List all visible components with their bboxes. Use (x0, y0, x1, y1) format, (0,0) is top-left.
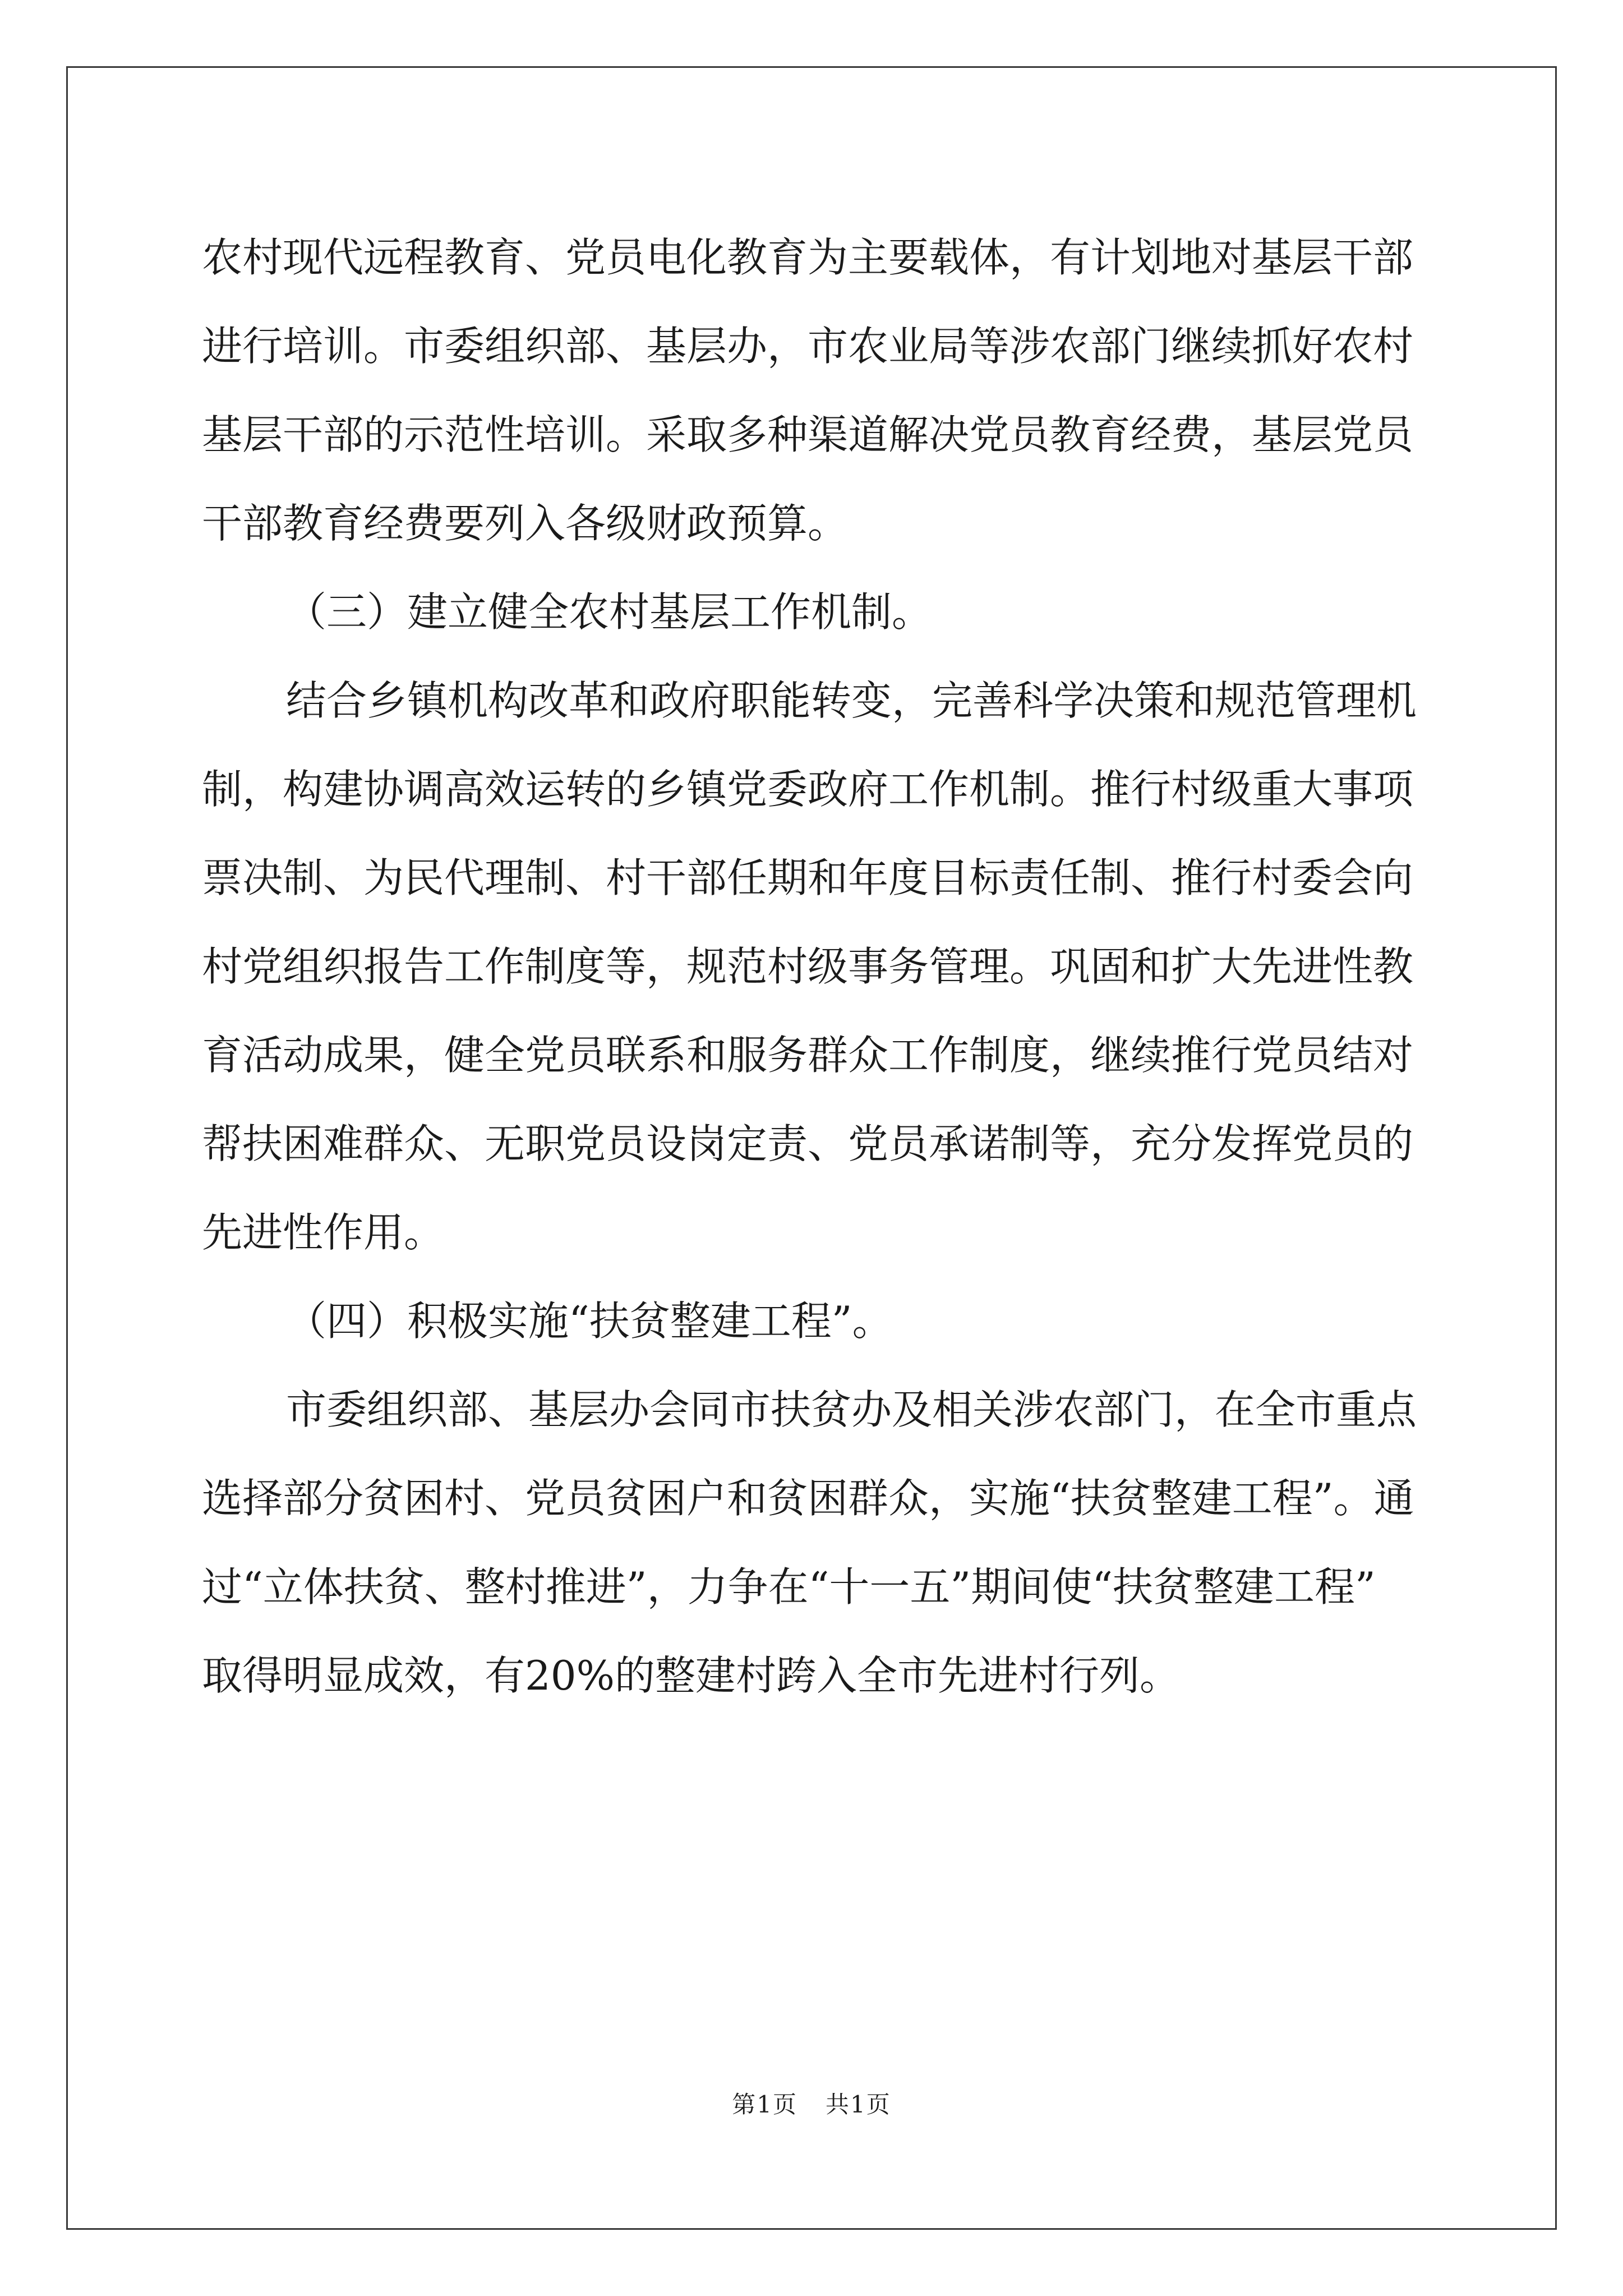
text-line: 票决制、为民代理制、村干部任期和年度目标责任制、推行村委会向 (202, 854, 1414, 901)
text-line: 基层干部的示范性培训。采取多种渠道解决党员教育经费，基层党员 (202, 411, 1414, 458)
page-footer (0, 2088, 1623, 2122)
text-line: 先进性作用。 (202, 1209, 445, 1256)
page-total: 共1页 (826, 2091, 891, 2118)
text-line: 制，构建协调高效运转的乡镇党委政府工作机制。推行村级重大事项 (202, 766, 1414, 813)
section-heading: （三）建立健全农村基层工作机制。 (286, 588, 933, 636)
document-body (202, 213, 1424, 1720)
text-line: 结合乡镇机构改革和政府职能转变，完善科学决策和规范管理机 (286, 677, 1417, 724)
text-line: 村党组织报告工作制度等，规范村级事务管理。巩固和扩大先进性教 (202, 943, 1414, 990)
text-line: 选择部分贫困村、党员贫困户和贫困群众，实施“扶贫整建工程”。通 (202, 1475, 1414, 1522)
text-line: 进行培训。市委组织部、基层办，市农业局等涉农部门继续抓好农村 (202, 323, 1414, 370)
text-line: 干部教育经费要列入各级财政预算。 (202, 500, 849, 547)
text-line: 过“立体扶贫、整村推进”，力争在“十一五”期间使“扶贫整建工程” (202, 1563, 1376, 1611)
text-line: 育活动成果，健全党员联系和服务群众工作制度，继续推行党员结对 (202, 1032, 1414, 1079)
section-heading: （四）积极实施“扶贫整建工程”。 (286, 1297, 893, 1345)
text-line: 帮扶困难群众、无职党员设岗定责、党员承诺制等，充分发挥党员的 (202, 1120, 1414, 1167)
page-number: 第1页 (732, 2091, 797, 2118)
text-line: 市委组织部、基层办会同市扶贫办及相关涉农部门，在全市重点 (286, 1386, 1417, 1433)
text-line: 取得明显成效，有20%的整建村跨入全市先进村行列。 (202, 1652, 1181, 1699)
text-line: 农村现代远程教育、党员电化教育为主要载体，有计划地对基层干部 (202, 234, 1414, 281)
